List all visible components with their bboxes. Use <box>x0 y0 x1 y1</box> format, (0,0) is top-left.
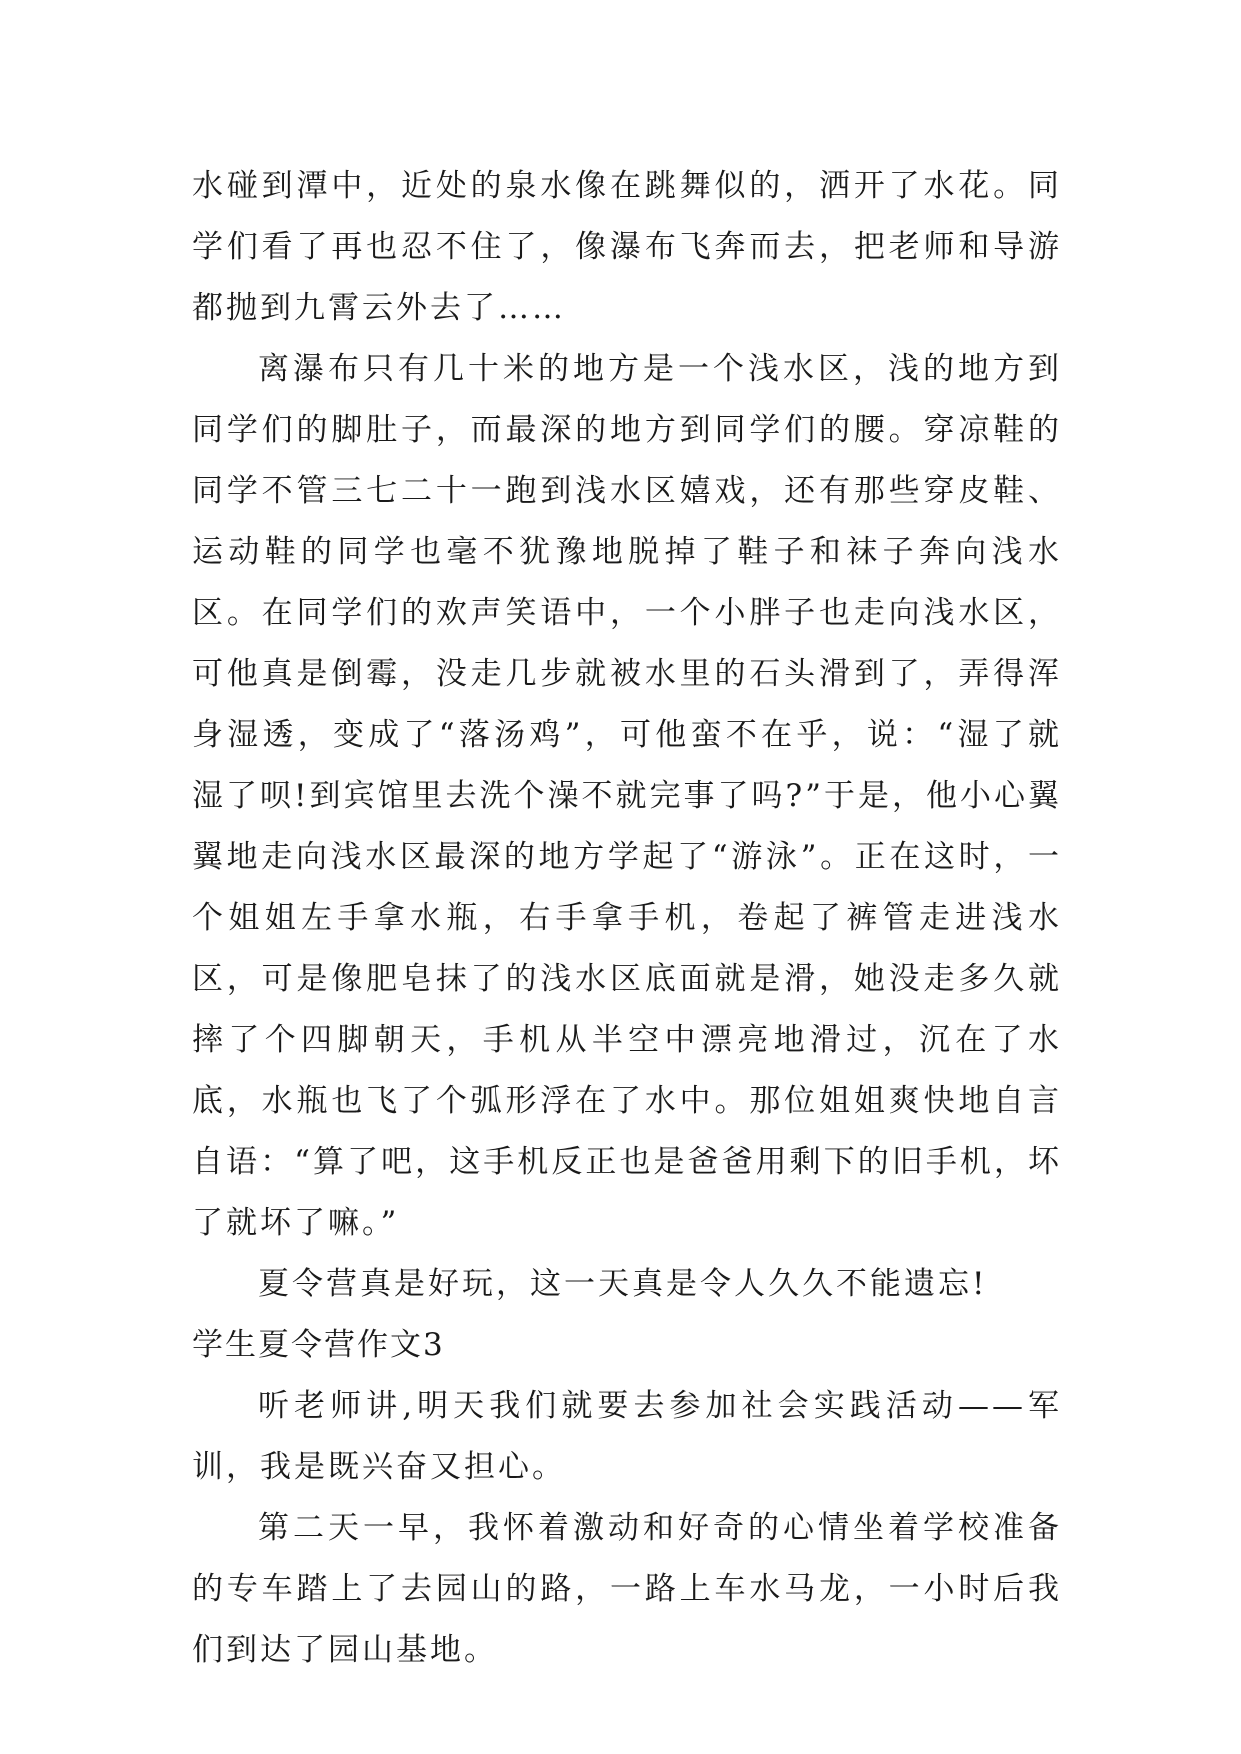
section-title: 学生夏令营作文3 <box>192 1327 445 1363</box>
paragraph-waterfall-end: 水碰到潭中，近处的泉水像在跳舞似的，洒开了水花。同学们看了再也忍不住了，像瀑布飞奔而去，把老师和导游都抛到九霄云外去了…… <box>192 168 1062 326</box>
document-body <box>192 156 1062 1681</box>
paragraph-military-training: 听老师讲,明天我们就要去参加社会实践活动——军训，我是既兴奋又担心。 <box>192 1388 1062 1485</box>
paragraph-shallow-water: 离瀑布只有几十米的地方是一个浅水区，浅的地方到同学们的脚肚子，而最深的地方到同学们的腰。穿凉鞋的同学不管三七二十一跑到浅水区嬉戏，还有那些穿皮鞋、运动鞋的同学也毫不犹豫地脱掉了鞋子和袜子奔向浅水区。在同学们的欢声笑语中，一个小胖子也走向浅水区，可他真是倒霉，没走几步就被水里的石头滑到了，弄得浑身湿透，变成了“落汤鸡”，可他蛮不在乎，说：“湿了就湿了呗!到宾馆里去洗个澡不就完事了吗?”于是，他小心翼翼地走向浅水区最深的地方学起了“游泳”。正在这时，一个姐姐左手拿水瓶，右手拿手机，卷起了裤管走进浅水区，可是像肥皂抹了的浅水区底面就是滑，她没走多久就摔了个四脚朝天，手机从半空中漂亮地滑过，沉在了水底，水瓶也飞了个弧形浮在了水中。那位姐姐爽快地自言自语：“算了吧，这手机反正也是爸爸用剩下的旧手机，坏了就坏了嘛。” <box>192 351 1062 1241</box>
paragraph-conclusion: 夏令营真是好玩，这一天真是令人久久不能遗忘! <box>258 1266 988 1302</box>
paragraph-next-morning: 第二天一早，我怀着激动和好奇的心情坐着学校准备的专车踏上了去园山的路，一路上车水马龙，一小时后我们到达了园山基地。 <box>192 1510 1062 1668</box>
